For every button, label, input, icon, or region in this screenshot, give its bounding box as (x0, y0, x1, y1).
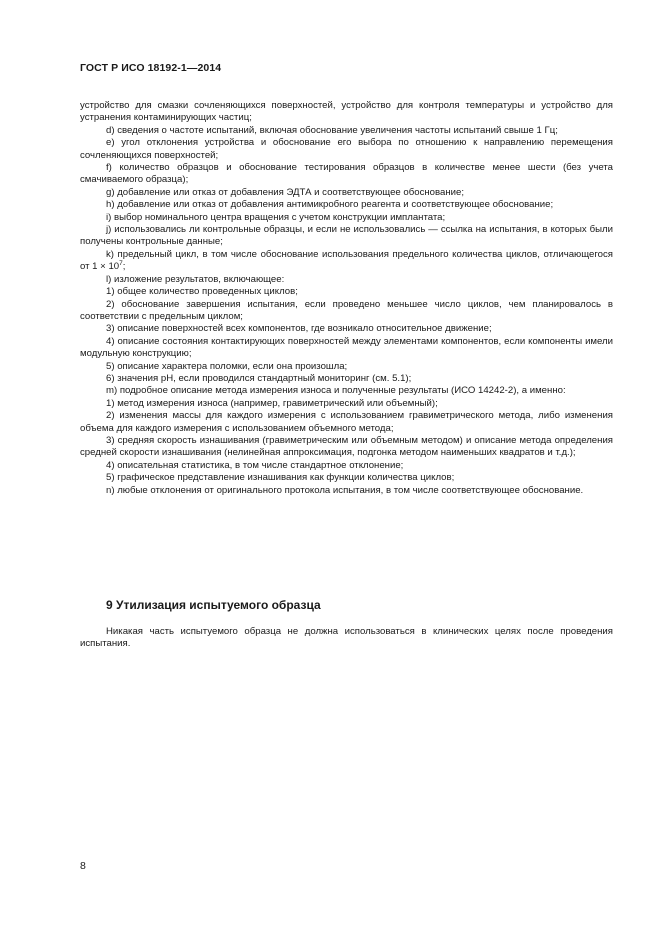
list-item: g) добавление или отказ от добавления ЭДТА и соответствующее обоснование; (106, 186, 464, 198)
list-item: 2) изменения массы для каждого измерения с использованием гравиметрического метода, либо изменения объема для каждого измерения с использованием объемного метода; (80, 410, 613, 434)
list-item: 3) средняя скорость изнашивания (гравиметрическим или объемным методом) и описание метода определения средней скорости изнашивания (нелинейная аппроксимация, подгонка методом наименьших квадратов и т.д.); (80, 434, 613, 459)
list-item-k-suffix: ; (122, 261, 126, 273)
list-item: устройство для смазки сочленяющихся поверхностей, устройство для контроля температуры и устройство для устранения контаминирующих частиц; (80, 100, 613, 124)
list-item: 5) графическое представление изнашивания как функции количества циклов; (106, 472, 455, 484)
section-title: 9 Утилизация испытуемого образца (106, 598, 321, 612)
list-item: h) добавление или отказ от добавления антимикробного реагента и соответствующее обоснование; (106, 199, 554, 211)
list-item: 1) метод измерения износа (например, гравиметрический или объемный); (106, 397, 438, 409)
list-item: j) использовались ли контрольные образцы, и если не использовались — ссылка на испытания, в которых были получены контрольные данные; (80, 224, 613, 248)
page-number: 8 (80, 860, 86, 872)
list-item: m) подробное описание метода измерения износа и полученные результаты (ИСО 14242-2), а именно: (106, 385, 566, 397)
list-item-k (80, 249, 613, 274)
list-item: n) любые отклонения от оригинального протокола испытания, в том числе соответствующее обоснование. (106, 484, 584, 496)
list-item: 4) описательная статистика, в том числе стандартное отклонение; (106, 459, 404, 471)
list-item-k-text: k) предельный цикл, в том числе обоснование использования предельного количества циклов, отличающегося от 1 × 10 (80, 248, 613, 273)
list-item: 2) обоснование завершения испытания, если проведено меньшее число циклов, чем планировалось в соответствии с предельным циклом; (80, 298, 613, 322)
list-item: i) выбор номинального центра вращения с учетом конструкции имплантата; (106, 211, 446, 223)
list-item: d) сведения о частоте испытаний, включая обоснование увеличения частоты испытаний свыше 1 Гц; (106, 124, 558, 136)
requirements-list (80, 100, 613, 497)
list-item: 5) описание характера поломки, если она произошла; (106, 360, 348, 372)
list-item: 4) описание состояния контактирующих поверхностей между элементами компонентов, если компоненты имели модульную конструкцию; (80, 335, 613, 360)
exponent: 7 (119, 260, 123, 268)
list-item: e) угол отклонения устройства и обоснование его выбора по отношению к направлению перемещения сочленяющихся поверхностей; (80, 137, 613, 161)
document-header: ГОСТ Р ИСО 18192-1—2014 (80, 62, 222, 74)
list-item: 6) значения pH, если проводился стандартный мониторинг (см. 5.1); (106, 372, 412, 384)
list-item: 3) описание поверхностей всех компонентов, где возникало относительное движение; (106, 323, 492, 335)
section-paragraph: Никакая часть испытуемого образца не должна использоваться в клинических целях после проведения испытания. (80, 626, 613, 650)
list-item: l) изложение результатов, включающее: (106, 273, 285, 285)
list-item: f) количество образцов и обоснование тестирования образцов в количестве менее шести (без учета смачиваемого образца); (80, 162, 613, 186)
list-item: 1) общее количество проведенных циклов; (106, 286, 298, 298)
section-body (80, 626, 613, 651)
